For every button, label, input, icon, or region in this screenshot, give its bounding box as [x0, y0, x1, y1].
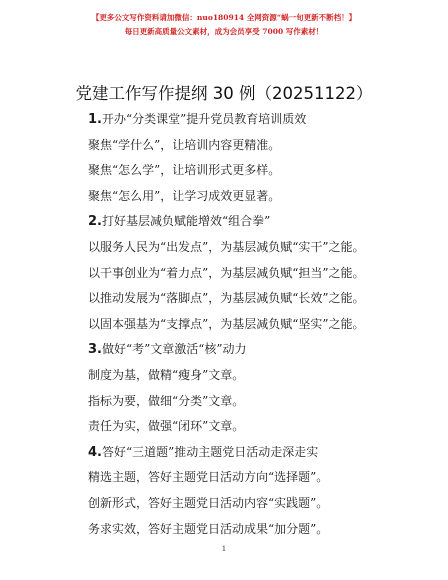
section-heading-text: 做好“考”文章激活“核”动力	[101, 342, 247, 357]
list-item: 创新形式，答好主题党日活动内容“实践题”。	[88, 495, 329, 510]
document-body	[88, 107, 388, 542]
promo-banner-line2: 每日更新高质量公文素材，成为会员享受 7000 写作素材！	[124, 27, 324, 36]
section-heading-text: 打好基层减负赋能增效“组合拳”	[101, 214, 271, 229]
section-number: 1.	[88, 112, 102, 127]
page-number: 1	[221, 545, 227, 553]
section-heading-3	[88, 337, 388, 363]
section-number: 2.	[88, 214, 102, 230]
list-item: 务求实效，答好主题党日活动成果“加分题”。	[88, 521, 329, 536]
list-item: 以干事创业为“着力点”，为基层减负赋“担当”之能。	[88, 265, 365, 280]
section-heading-text: 开办“分类课堂”提升党员教育培训质效	[101, 112, 307, 126]
section-number: 3.	[88, 342, 102, 358]
promo-banner	[0, 12, 448, 38]
list-item: 聚焦“怎么学”，让培训形式更多样。	[88, 163, 281, 178]
section-heading-4	[88, 440, 388, 466]
list-item: 以服务人民为“出发点”，为基层减负赋“实干”之能。	[88, 239, 365, 254]
section-heading-text: 答好“三道题”推动主题党日活动走深走实	[101, 444, 319, 459]
section-heading-2	[88, 209, 388, 235]
section-number: 4.	[88, 444, 102, 460]
list-item: 精选主题，答好主题党日活动方向“选择题”。	[88, 470, 329, 485]
list-item: 责任为实，做强“闭环”文章。	[88, 419, 245, 434]
list-item: 以推动发展为“落脚点”，为基层减负赋“长效”之能。	[88, 291, 365, 306]
document-title: 党建工作写作提纲 30 例（20251122）	[75, 84, 373, 103]
list-item: 聚焦“怎么用”，让学习成效更显著。	[88, 188, 281, 203]
list-item: 制度为基，做精“瘦身”文章。	[88, 367, 245, 382]
promo-banner-line1: 【更多公文写作资料请加微信：nuo180914 全网资源“蜗一旬更新不断档！】	[91, 13, 357, 22]
section-heading-1	[88, 107, 388, 133]
list-item: 以固本强基为“支撑点”，为基层减负赋“坚实”之能。	[88, 316, 365, 331]
list-item: 指标为要，做细“分类”文章。	[88, 393, 245, 408]
list-item: 聚焦“学什么”，让培训内容更精准。	[88, 137, 281, 152]
